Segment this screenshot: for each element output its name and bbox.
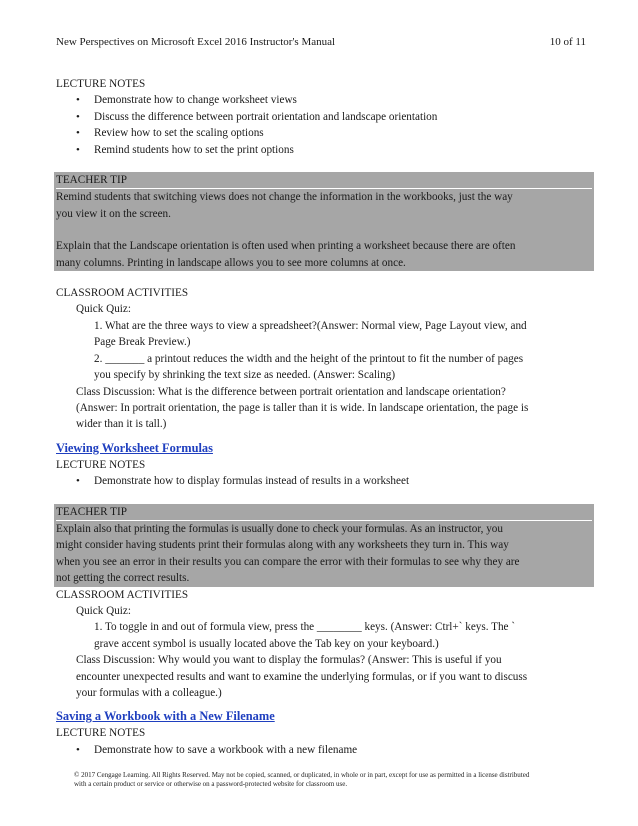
list-item: • Demonstrate how to save a workbook with a new filename <box>56 742 592 758</box>
quiz-text: you specify by shrinking the text size as needed. (Answer: Scaling) <box>94 369 396 382</box>
section-title-viewing-formulas: Viewing Worksheet Formulas <box>56 440 213 455</box>
teacher-tip-label: TEACHER TIP <box>56 174 127 187</box>
discussion-text: encounter unexpected results and want to examine the underlying formulas, or if you want to discuss <box>76 670 528 683</box>
quiz-text: 2. _______ a printout reduces the width and the height of the printout to fit the number of pages <box>94 352 524 365</box>
quiz-text: grave accent symbol is usually located above the Tab key on your keyboard.) <box>94 637 439 650</box>
lecture-notes-list <box>56 92 592 158</box>
tip-text: Explain that the Landscape orientation is often used when printing a worksheet because there are often <box>56 240 516 253</box>
tip-text: many columns. Printing in landscape allows you to see more columns at once. <box>56 256 406 269</box>
tip-text: not getting the correct results. <box>56 572 190 585</box>
discussion-text: Class Discussion: Why would you want to display the formulas? (Answer: This is useful if you <box>76 654 502 667</box>
quick-quiz-label: Quick Quiz: <box>76 303 131 316</box>
discussion-text: wider than it is tall.) <box>76 418 167 431</box>
list-item: • Review how to set the scaling options <box>56 125 592 141</box>
page-content <box>56 76 592 758</box>
lecture-notes-list <box>56 742 592 758</box>
section-title-saving-workbook: Saving a Workbook with a New Filename <box>56 709 275 724</box>
lecture-notes-label: LECTURE NOTES <box>56 458 146 471</box>
quiz-text: Page Break Preview.) <box>94 336 191 349</box>
lecture-notes-list <box>56 473 592 489</box>
quick-quiz-label: Quick Quiz: <box>76 604 131 617</box>
tip-text: might consider having students print their formulas along with any worksheets they turn in. This way <box>56 539 509 552</box>
list-item: • Demonstrate how to change worksheet views <box>56 92 592 108</box>
copyright-footer <box>74 771 574 789</box>
tip-text: Explain also that printing the formulas is usually done to check your formulas. As an instructor, you <box>56 520 592 537</box>
quiz-text: 1. To toggle in and out of formula view, press the ________ keys. (Answer: Ctrl+` keys. The ` <box>94 621 516 634</box>
lecture-notes-label: LECTURE NOTES <box>56 78 146 90</box>
tip-text: Remind students that switching views does not change the information in the workbooks, just the way <box>56 188 592 205</box>
classroom-activities-label: CLASSROOM ACTIVITIES <box>56 287 189 300</box>
discussion-text: your formulas with a colleague.) <box>76 687 222 699</box>
page-header <box>56 34 586 50</box>
discussion-text: Class Discussion: What is the difference between portrait orientation and landscape orientation? <box>76 385 506 398</box>
list-item: • Discuss the difference between portrait orientation and landscape orientation <box>56 109 592 125</box>
list-item: • Demonstrate how to display formulas instead of results in a worksheet <box>56 473 592 489</box>
tip-text: when you see an error in their results you can compare the error with their formulas to see why they are <box>56 555 520 568</box>
lecture-notes-label: LECTURE NOTES <box>56 727 146 740</box>
header-title: New Perspectives on Microsoft Excel 2016 Instructor's Manual <box>56 36 336 48</box>
tip-text: you view it on the screen. <box>56 207 171 220</box>
footer-text: © 2017 Cengage Learning. All Rights Reserved. May not be copied, scanned, or duplicated, in whole or in part, except for use as permitted in a license distributed <box>74 771 530 779</box>
classroom-activities-label: CLASSROOM ACTIVITIES <box>56 588 189 601</box>
teacher-tip-box <box>54 504 594 587</box>
list-item: • Remind students how to set the print options <box>56 142 592 158</box>
quiz-text: 1. What are the three ways to view a spreadsheet?(Answer: Normal view, Page Layout view, and <box>94 319 527 332</box>
teacher-tip-label: TEACHER TIP <box>56 505 127 518</box>
discussion-text: (Answer: In portrait orientation, the page is taller than it is wide. In landscape orientation, the page is <box>76 401 529 414</box>
page-number: 10 of 11 <box>549 36 586 48</box>
teacher-tip-box <box>54 172 594 271</box>
footer-text: with a certain product or service or otherwise on a password-protected website for classroom use. <box>74 780 348 788</box>
